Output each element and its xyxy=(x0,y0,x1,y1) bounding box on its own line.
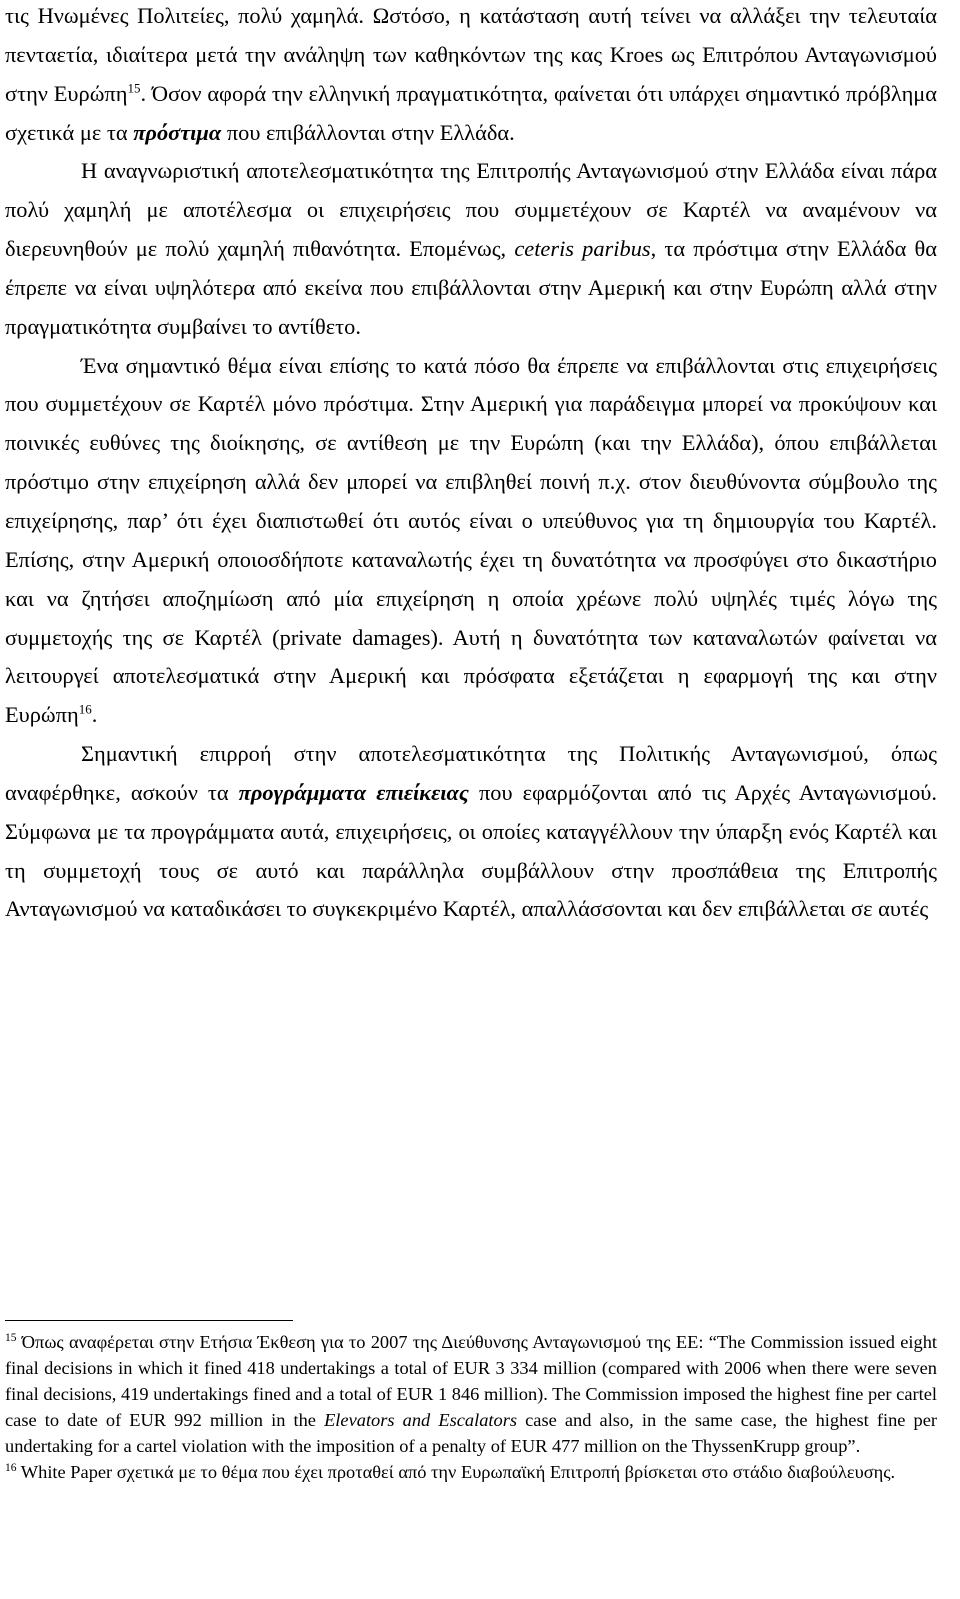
paragraph-enforcement xyxy=(5,152,937,346)
paragraph-sanctions xyxy=(5,347,937,735)
footnote-reference-16: 16 xyxy=(78,701,92,717)
paragraph-text: . xyxy=(91,702,98,728)
footnote-text: case and also, in the same case, the highest fine per undertaking for a cartel violation with the imposition of a penalty of EUR 477 million on the ThyssenKrupp group”. xyxy=(5,1410,938,1457)
footnote-number: 16 xyxy=(5,1462,17,1475)
footnote-text: White Paper σχετικά με το θέμα που έχει προταθεί από την Ευρωπαϊκή Επιτροπή βρίσκεται στο στάδιο διαβούλευσης. xyxy=(16,1462,896,1483)
footnote-reference-15: 15 xyxy=(127,80,141,96)
footnote-separator xyxy=(5,1320,293,1321)
footnote-16 xyxy=(5,1459,937,1485)
document-page xyxy=(5,0,938,1483)
footnote-15 xyxy=(5,1329,937,1459)
paragraph-text: , τα πρόστιμα στην Ελλάδα θα έπρεπε να είναι υψηλότερα από εκείνα που επιβάλλονται στην Αμερική και στην Ευρώπη αλλά στην πραγματικότητα συμβαίνει το αντίθετο. xyxy=(5,236,937,339)
emphasis-term-leniency-programs: προγράμματα επιείκειας xyxy=(238,779,469,805)
footnote-case-name: Elevators and Escalators xyxy=(324,1410,518,1431)
latin-phrase: ceteris paribus xyxy=(514,236,651,262)
paragraph-text: τις Ηνωμένες Πολιτείες, πολύ χαμηλά. Ωστόσο, η κατάσταση αυτή τείνει να αλλάξει την τελευταία πενταετία, ιδιαίτερα μετά την ανάληψη των καθηκόντων της κας Kroes ως Επιτρόπου Ανταγωνισμού στην Ευρώπη xyxy=(5,3,937,106)
paragraph-text: . Όσον αφορά την ελληνική πραγματικότητα, φαίνεται ότι υπάρχει σημαντικό πρόβλημα σχετικά με τα xyxy=(5,80,938,145)
body-text xyxy=(5,0,937,929)
paragraph-text: που επιβάλλονται στην Ελλάδα. xyxy=(221,119,515,145)
paragraph-text: Ένα σημαντικό θέμα είναι επίσης το κατά πόσο θα έπρεπε να επιβάλλονται στις επιχειρήσεις που συμμετέχουν σε Καρτέλ μόνο πρόστιμα. Στην Αμερική για παράδειγμα μπορεί να προκύψουν και ποινικές ευθύνες της διοίκησης, σε αντίθεση με την Ευρώπη (και την Ελλάδα), όπου επιβάλλεται πρόστιμο στην επιχείρηση αλλά δεν μπορεί να επιβληθεί ποινή π.χ. στον διευθύνοντα σύμβουλο της επιχείρησης, παρ’ ότι έχει διαπιστωθεί ότι αυτός είναι ο υπεύθυνος για τη δημιουργία του Καρτέλ. Επίσης, στην Αμερική οποιοσδήποτε καταναλωτής έχει τη δυνατότητα να προσφύγει στο δικαστήριο και να ζητήσει αποζημίωση από μία επιχείρηση η οποία χρέωνε πολύ υψηλές τιμές λόγω της συμμετοχής της σε Καρτέλ (private damages). Αυτή η δυνατότητα των καταναλωτών φαίνεται να λειτουργεί αποτελεσματικά στην Αμερική και πρόσφατα εξετάζεται η εφαρμογή της και στην Ευρώπη xyxy=(5,352,937,728)
paragraph-text: που εφαρμόζονται από τις Αρχές Ανταγωνισμού. Σύμφωνα με τα προγράμματα αυτά, επιχειρήσεις, οι οποίες καταγγέλλουν την ύπαρξη ενός Καρτέλ και τη συμμετοχή τους σε αυτό και παράλληλα συμβάλλουν στην προσπάθεια της Επιτροπής Ανταγωνισμού να καταδικάσει το συγκεκριμένο Καρτέλ, απαλλάσσονται και δεν επιβάλλεται σε αυτές xyxy=(5,779,937,922)
emphasis-term-fines: πρόστιμα xyxy=(133,119,222,145)
footnote-text: Όπως αναφέρεται στην Ετήσια Έκθεση για το 2007 της Διεύθυνσης Ανταγωνισμού της ΕΕ: “The Commission issued eight final decisions in which it fined 418 undertakings a total of EUR 3 334 million (compared with 2006 when there were seven final decisions, 419 undertakings fined and a total of EUR 1 846 million). The Commission imposed the highest fine per cartel case to date of EUR 992 million in the xyxy=(5,1332,937,1431)
paragraph-continuation xyxy=(5,0,937,152)
footnotes xyxy=(5,1329,937,1486)
footnote-number: 15 xyxy=(5,1331,17,1344)
paragraph-leniency xyxy=(5,735,937,929)
paragraph-text: Σημαντική επιρροή στην αποτελεσματικότητα της Πολιτικής Ανταγωνισμού, όπως αναφέρθηκε, ασκούν τα xyxy=(5,741,937,805)
paragraph-text: Η αναγνωριστική αποτελεσματικότητα της Επιτροπής Ανταγωνισμού στην Ελλάδα είναι πάρα πολύ χαμηλή με αποτέλεσμα οι επιχειρήσεις που συμμετέχουν σε Καρτέλ να αναμένουν να διερευνηθούν με πολύ χαμηλή πιθανότητα. Επομένως, xyxy=(5,158,937,262)
